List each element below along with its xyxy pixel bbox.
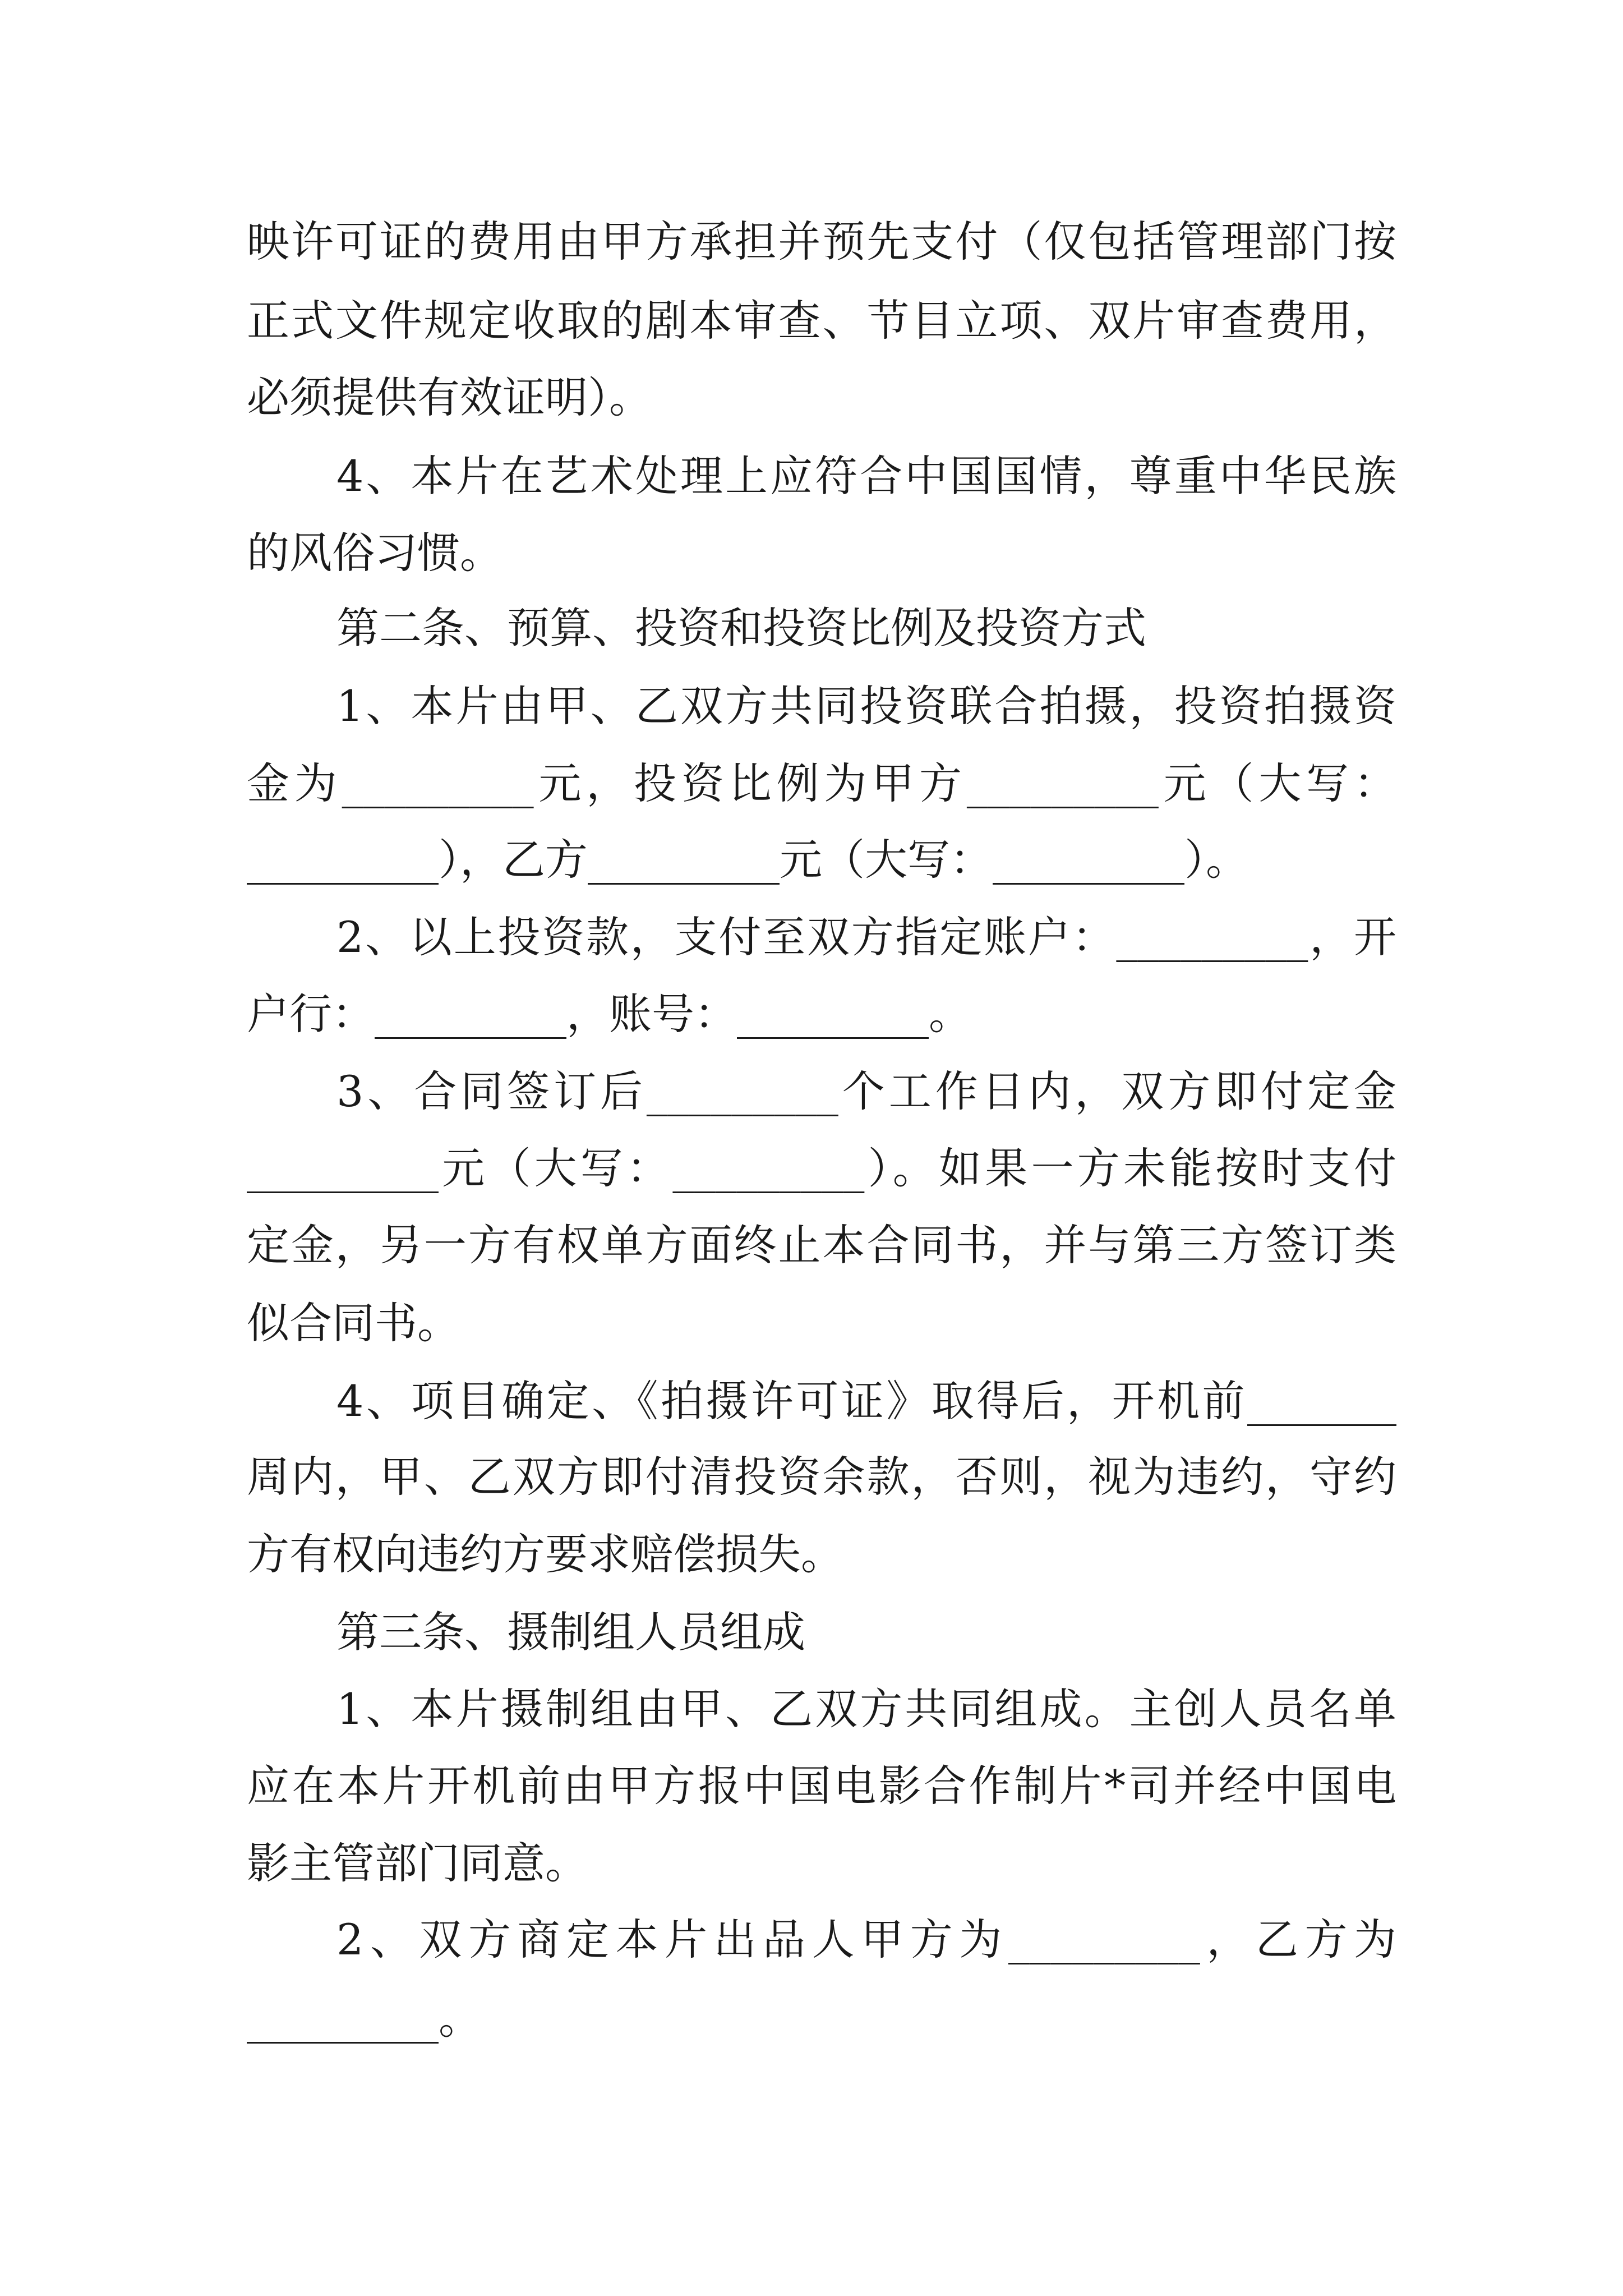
paragraph-line: 映许可证的费用由甲方承担并预先支付（仅包括管理部门按 (247, 217, 1396, 266)
paragraph-line: 金为_________元，投资比例为甲方_________元（大写： (247, 758, 1396, 808)
clause-item: 2、以上投资款，支付至双方指定账户：_________，开 (336, 912, 1396, 962)
paragraph-line: 定金，另一方有权单方面终止本合同书，并与第三方签订类 (247, 1220, 1396, 1270)
paragraph-line: 影主管部门同意。 (247, 1838, 588, 1888)
clause-item: 2、双方商定本片出品人甲方为_________，乙方为 (336, 1915, 1396, 1964)
paragraph-line: _________。 (247, 1994, 481, 2044)
clause-item: 1、本片由甲、乙双方共同投资联合拍摄，投资拍摄资 (336, 681, 1396, 731)
paragraph-line: 似合同书。 (247, 1298, 460, 1348)
paragraph-line: 周内，甲、乙双方即付清投资余款，否则，视为违约，守约 (247, 1452, 1396, 1502)
section-heading: 第三条、摄制组人员组成 (336, 1607, 805, 1657)
paragraph-line: _________元（大写：_________）。如果一方未能按时支付 (247, 1143, 1396, 1193)
paragraph-line: 正式文件规定收取的剧本审查、节目立项、双片审查费用， (247, 296, 1396, 346)
paragraph-line: 应在本片开机前由甲方报中国电影合作制片*司并经中国电 (247, 1761, 1396, 1811)
clause-item: 1、本片摄制组由甲、乙双方共同组成。主创人员名单 (336, 1684, 1396, 1734)
paragraph-line: 的风俗习惯。 (247, 528, 502, 578)
clause-item: 4、项目确定、《拍摄许可证》取得后，开机前_______ (336, 1376, 1396, 1426)
section-heading: 第二条、预算、投资和投资比例及投资方式 (336, 603, 1146, 653)
paragraph-line: 户行：_________，账号：_________。 (247, 989, 971, 1039)
clause-item: 4、本片在艺术处理上应符合中国国情，尊重中华民族 (336, 451, 1396, 501)
paragraph-line: _________），乙方_________元（大写：_________）。 (247, 835, 1248, 885)
paragraph-line: 必须提供有效证明）。 (247, 372, 652, 422)
paragraph-line: 方有权向违约方要求赔偿损失。 (247, 1529, 843, 1579)
clause-item: 3、合同签订后_________个工作日内，双方即付定金 (336, 1066, 1396, 1116)
